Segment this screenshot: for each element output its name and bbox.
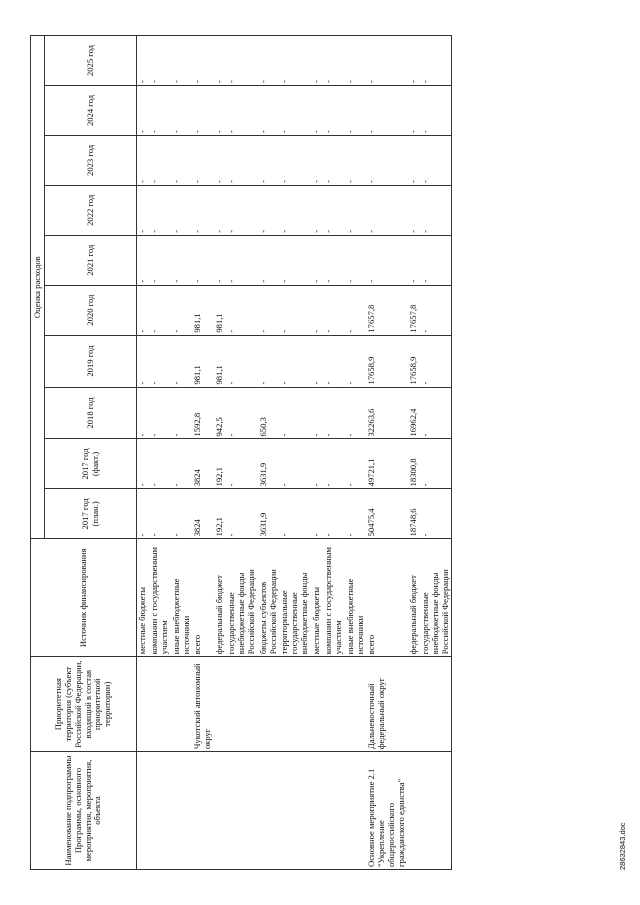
- row-name: [226, 752, 258, 870]
- row-name: [171, 752, 193, 870]
- row-value: -: [420, 36, 452, 86]
- row-value: -: [149, 285, 171, 335]
- row-source: федеральный бюджет: [214, 539, 226, 657]
- row-territory: [279, 657, 311, 752]
- row-value: -: [408, 86, 420, 136]
- header-year: 2019 год: [45, 335, 137, 387]
- table-row: [258, 36, 280, 870]
- row-value: -: [408, 135, 420, 185]
- row-value: -: [345, 489, 367, 539]
- row-value: -: [279, 235, 311, 285]
- header-year: 2018 год: [45, 387, 137, 439]
- row-value: -: [171, 489, 193, 539]
- row-value: 192,1: [214, 439, 226, 489]
- row-name: Основное мероприятие 2.1 "Укрепление общероссийского гражданского единства": [366, 752, 408, 870]
- table-row: [137, 36, 149, 870]
- row-territory: Чукотский автономный округ: [192, 657, 214, 752]
- row-value: -: [226, 36, 258, 86]
- row-value: 981,1: [192, 285, 214, 335]
- row-territory: [408, 657, 420, 752]
- row-value: -: [226, 387, 258, 439]
- row-value: -: [311, 235, 323, 285]
- row-value: -: [171, 36, 193, 86]
- row-value: 192,1: [214, 489, 226, 539]
- rotated-page: [30, 35, 627, 870]
- row-value: -: [149, 185, 171, 235]
- row-value: -: [279, 185, 311, 235]
- row-value: -: [345, 185, 367, 235]
- row-value: -: [192, 86, 214, 136]
- table-row: [214, 36, 226, 870]
- row-value: -: [171, 335, 193, 387]
- row-value: -: [323, 335, 345, 387]
- row-value: -: [214, 135, 226, 185]
- row-value: 32263,6: [366, 387, 408, 439]
- row-value: -: [214, 36, 226, 86]
- row-value: -: [311, 86, 323, 136]
- row-source: местные бюджеты: [137, 539, 149, 657]
- row-value: -: [420, 387, 452, 439]
- row-value: -: [171, 387, 193, 439]
- row-value: 18748,6: [408, 489, 420, 539]
- row-value: -: [226, 285, 258, 335]
- row-value: -: [311, 185, 323, 235]
- row-source: бюджеты субъектов Российской Федерации: [258, 539, 280, 657]
- row-value: -: [345, 439, 367, 489]
- row-name: [137, 752, 149, 870]
- row-value: 3631,9: [258, 489, 280, 539]
- row-value: -: [420, 285, 452, 335]
- row-value: -: [149, 439, 171, 489]
- header-year: 2021 год: [45, 235, 137, 285]
- row-value: -: [192, 36, 214, 86]
- row-value: -: [137, 439, 149, 489]
- header-name: Наименование подпрограммы Программы, основного мероприятия, мероприятия, объекта: [31, 752, 137, 870]
- table-row: [192, 36, 214, 870]
- row-value: -: [171, 439, 193, 489]
- row-value: -: [420, 135, 452, 185]
- row-value: -: [366, 185, 408, 235]
- row-value: -: [149, 489, 171, 539]
- row-source: территориальные государственные внебюджетные фонды: [279, 539, 311, 657]
- row-value: 3824: [192, 439, 214, 489]
- row-value: -: [420, 235, 452, 285]
- row-value: -: [323, 489, 345, 539]
- row-value: -: [279, 285, 311, 335]
- header-year: 2017 год (факт.): [45, 439, 137, 489]
- row-value: 981,1: [192, 335, 214, 387]
- row-source: иные внебюджетные источники: [345, 539, 367, 657]
- row-value: -: [258, 36, 280, 86]
- expense-table: [30, 35, 452, 870]
- row-territory: [311, 657, 323, 752]
- footer-filename: 28632843.doc: [618, 822, 627, 870]
- row-value: -: [279, 439, 311, 489]
- table-row: [149, 36, 171, 870]
- row-source: государственные внебюджетные фонды Российской Федерации: [226, 539, 258, 657]
- row-value: -: [137, 335, 149, 387]
- row-value: -: [137, 135, 149, 185]
- row-value: -: [226, 335, 258, 387]
- row-value: -: [345, 387, 367, 439]
- row-source: компании с государственным участием: [323, 539, 345, 657]
- row-value: -: [420, 185, 452, 235]
- row-value: -: [323, 135, 345, 185]
- row-name: [323, 752, 345, 870]
- row-value: -: [137, 387, 149, 439]
- table-row: [323, 36, 345, 870]
- row-value: -: [258, 86, 280, 136]
- row-value: 981,1: [214, 335, 226, 387]
- header-year: 2025 год: [45, 36, 137, 86]
- header-year: 2024 год: [45, 86, 137, 136]
- row-source: федеральный бюджет: [408, 539, 420, 657]
- row-value: -: [323, 36, 345, 86]
- row-value: -: [311, 135, 323, 185]
- row-source: всего: [366, 539, 408, 657]
- row-value: 16962,4: [408, 387, 420, 439]
- row-value: -: [226, 185, 258, 235]
- header-year: 2023 год: [45, 135, 137, 185]
- row-name: [258, 752, 280, 870]
- row-value: -: [279, 335, 311, 387]
- row-value: -: [323, 387, 345, 439]
- row-value: -: [279, 36, 311, 86]
- row-value: -: [258, 235, 280, 285]
- row-value: -: [149, 235, 171, 285]
- row-value: -: [311, 36, 323, 86]
- table-row: [171, 36, 193, 870]
- row-value: -: [258, 335, 280, 387]
- row-value: -: [408, 235, 420, 285]
- row-value: -: [323, 235, 345, 285]
- row-value: -: [171, 86, 193, 136]
- row-value: 17658,9: [408, 335, 420, 387]
- row-value: -: [192, 235, 214, 285]
- row-value: -: [137, 185, 149, 235]
- table-row: [311, 36, 323, 870]
- row-value: -: [226, 235, 258, 285]
- row-value: -: [171, 285, 193, 335]
- row-territory: [171, 657, 193, 752]
- table-row: [345, 36, 367, 870]
- row-value: -: [345, 335, 367, 387]
- row-value: -: [420, 489, 452, 539]
- row-value: -: [226, 135, 258, 185]
- row-territory: [214, 657, 226, 752]
- row-value: -: [345, 235, 367, 285]
- row-value: -: [408, 185, 420, 235]
- row-value: 49721,1: [366, 439, 408, 489]
- row-territory: [258, 657, 280, 752]
- row-territory: [345, 657, 367, 752]
- row-value: -: [323, 285, 345, 335]
- row-name: [149, 752, 171, 870]
- row-value: -: [366, 135, 408, 185]
- row-value: -: [149, 135, 171, 185]
- row-source: всего: [192, 539, 214, 657]
- row-value: 981,1: [214, 285, 226, 335]
- row-value: -: [214, 235, 226, 285]
- row-name: [408, 752, 420, 870]
- table-row: [279, 36, 311, 870]
- row-value: -: [279, 489, 311, 539]
- row-source: иные внебюджетные источники: [171, 539, 193, 657]
- row-value: -: [137, 86, 149, 136]
- row-territory: [149, 657, 171, 752]
- row-value: 17658,9: [366, 335, 408, 387]
- row-value: -: [214, 86, 226, 136]
- row-territory: Дальневосточный федеральный округ: [366, 657, 408, 752]
- header-year: 2022 год: [45, 185, 137, 235]
- row-value: 650,3: [258, 387, 280, 439]
- row-value: -: [192, 135, 214, 185]
- row-value: -: [137, 285, 149, 335]
- row-source: местные бюджеты: [311, 539, 323, 657]
- row-name: [311, 752, 323, 870]
- row-value: -: [149, 335, 171, 387]
- header-estimate-group: Оценка расходов: [31, 36, 45, 539]
- header-year: 2017 год (план.): [45, 489, 137, 539]
- table-row: [226, 36, 258, 870]
- row-value: -: [311, 387, 323, 439]
- row-value: -: [311, 439, 323, 489]
- row-territory: [137, 657, 149, 752]
- row-value: 18300,8: [408, 439, 420, 489]
- row-name: [279, 752, 311, 870]
- header-source: Источник финансирования: [31, 539, 137, 657]
- row-value: -: [366, 36, 408, 86]
- row-value: -: [366, 235, 408, 285]
- table-row: [366, 36, 408, 870]
- row-value: -: [311, 489, 323, 539]
- row-value: -: [226, 439, 258, 489]
- row-value: -: [258, 185, 280, 235]
- row-value: -: [311, 285, 323, 335]
- row-value: -: [420, 439, 452, 489]
- header-territory: Приоритетная территория (субъект Российской Федерации, входящий в состав приоритетной территории): [31, 657, 137, 752]
- row-territory: [226, 657, 258, 752]
- row-value: -: [323, 185, 345, 235]
- row-value: -: [408, 36, 420, 86]
- row-value: -: [214, 185, 226, 235]
- row-name: [192, 752, 214, 870]
- row-name: [214, 752, 226, 870]
- row-name: [345, 752, 367, 870]
- row-value: -: [137, 489, 149, 539]
- row-value: 3631,9: [258, 439, 280, 489]
- row-value: -: [345, 36, 367, 86]
- row-value: -: [137, 235, 149, 285]
- row-value: -: [149, 387, 171, 439]
- row-value: -: [323, 439, 345, 489]
- row-value: -: [420, 335, 452, 387]
- row-value: -: [137, 36, 149, 86]
- row-value: -: [258, 135, 280, 185]
- row-value: -: [323, 86, 345, 136]
- row-value: -: [171, 185, 193, 235]
- row-source: компании с государственным участием: [149, 539, 171, 657]
- table-row: [408, 36, 420, 870]
- row-value: -: [420, 86, 452, 136]
- row-value: -: [279, 86, 311, 136]
- row-value: 50475,4: [366, 489, 408, 539]
- row-value: -: [171, 235, 193, 285]
- row-value: -: [345, 135, 367, 185]
- row-value: 3824: [192, 489, 214, 539]
- row-value: 17657,8: [408, 285, 420, 335]
- row-source: государственные внебюджетные фонды Российской Федерации: [420, 539, 452, 657]
- row-territory: [323, 657, 345, 752]
- row-value: -: [226, 86, 258, 136]
- row-value: -: [345, 285, 367, 335]
- row-value: -: [171, 135, 193, 185]
- row-value: -: [258, 285, 280, 335]
- row-value: -: [366, 86, 408, 136]
- row-value: -: [279, 387, 311, 439]
- row-value: -: [345, 86, 367, 136]
- row-value: -: [149, 86, 171, 136]
- row-value: -: [192, 185, 214, 235]
- row-territory: [420, 657, 452, 752]
- row-value: -: [311, 335, 323, 387]
- row-value: 1592,8: [192, 387, 214, 439]
- header-year: 2020 год: [45, 285, 137, 335]
- row-value: -: [226, 489, 258, 539]
- row-value: 942,5: [214, 387, 226, 439]
- row-value: -: [279, 135, 311, 185]
- row-value: 17657,8: [366, 285, 408, 335]
- row-name: [420, 752, 452, 870]
- table-row: [420, 36, 452, 870]
- row-value: -: [149, 36, 171, 86]
